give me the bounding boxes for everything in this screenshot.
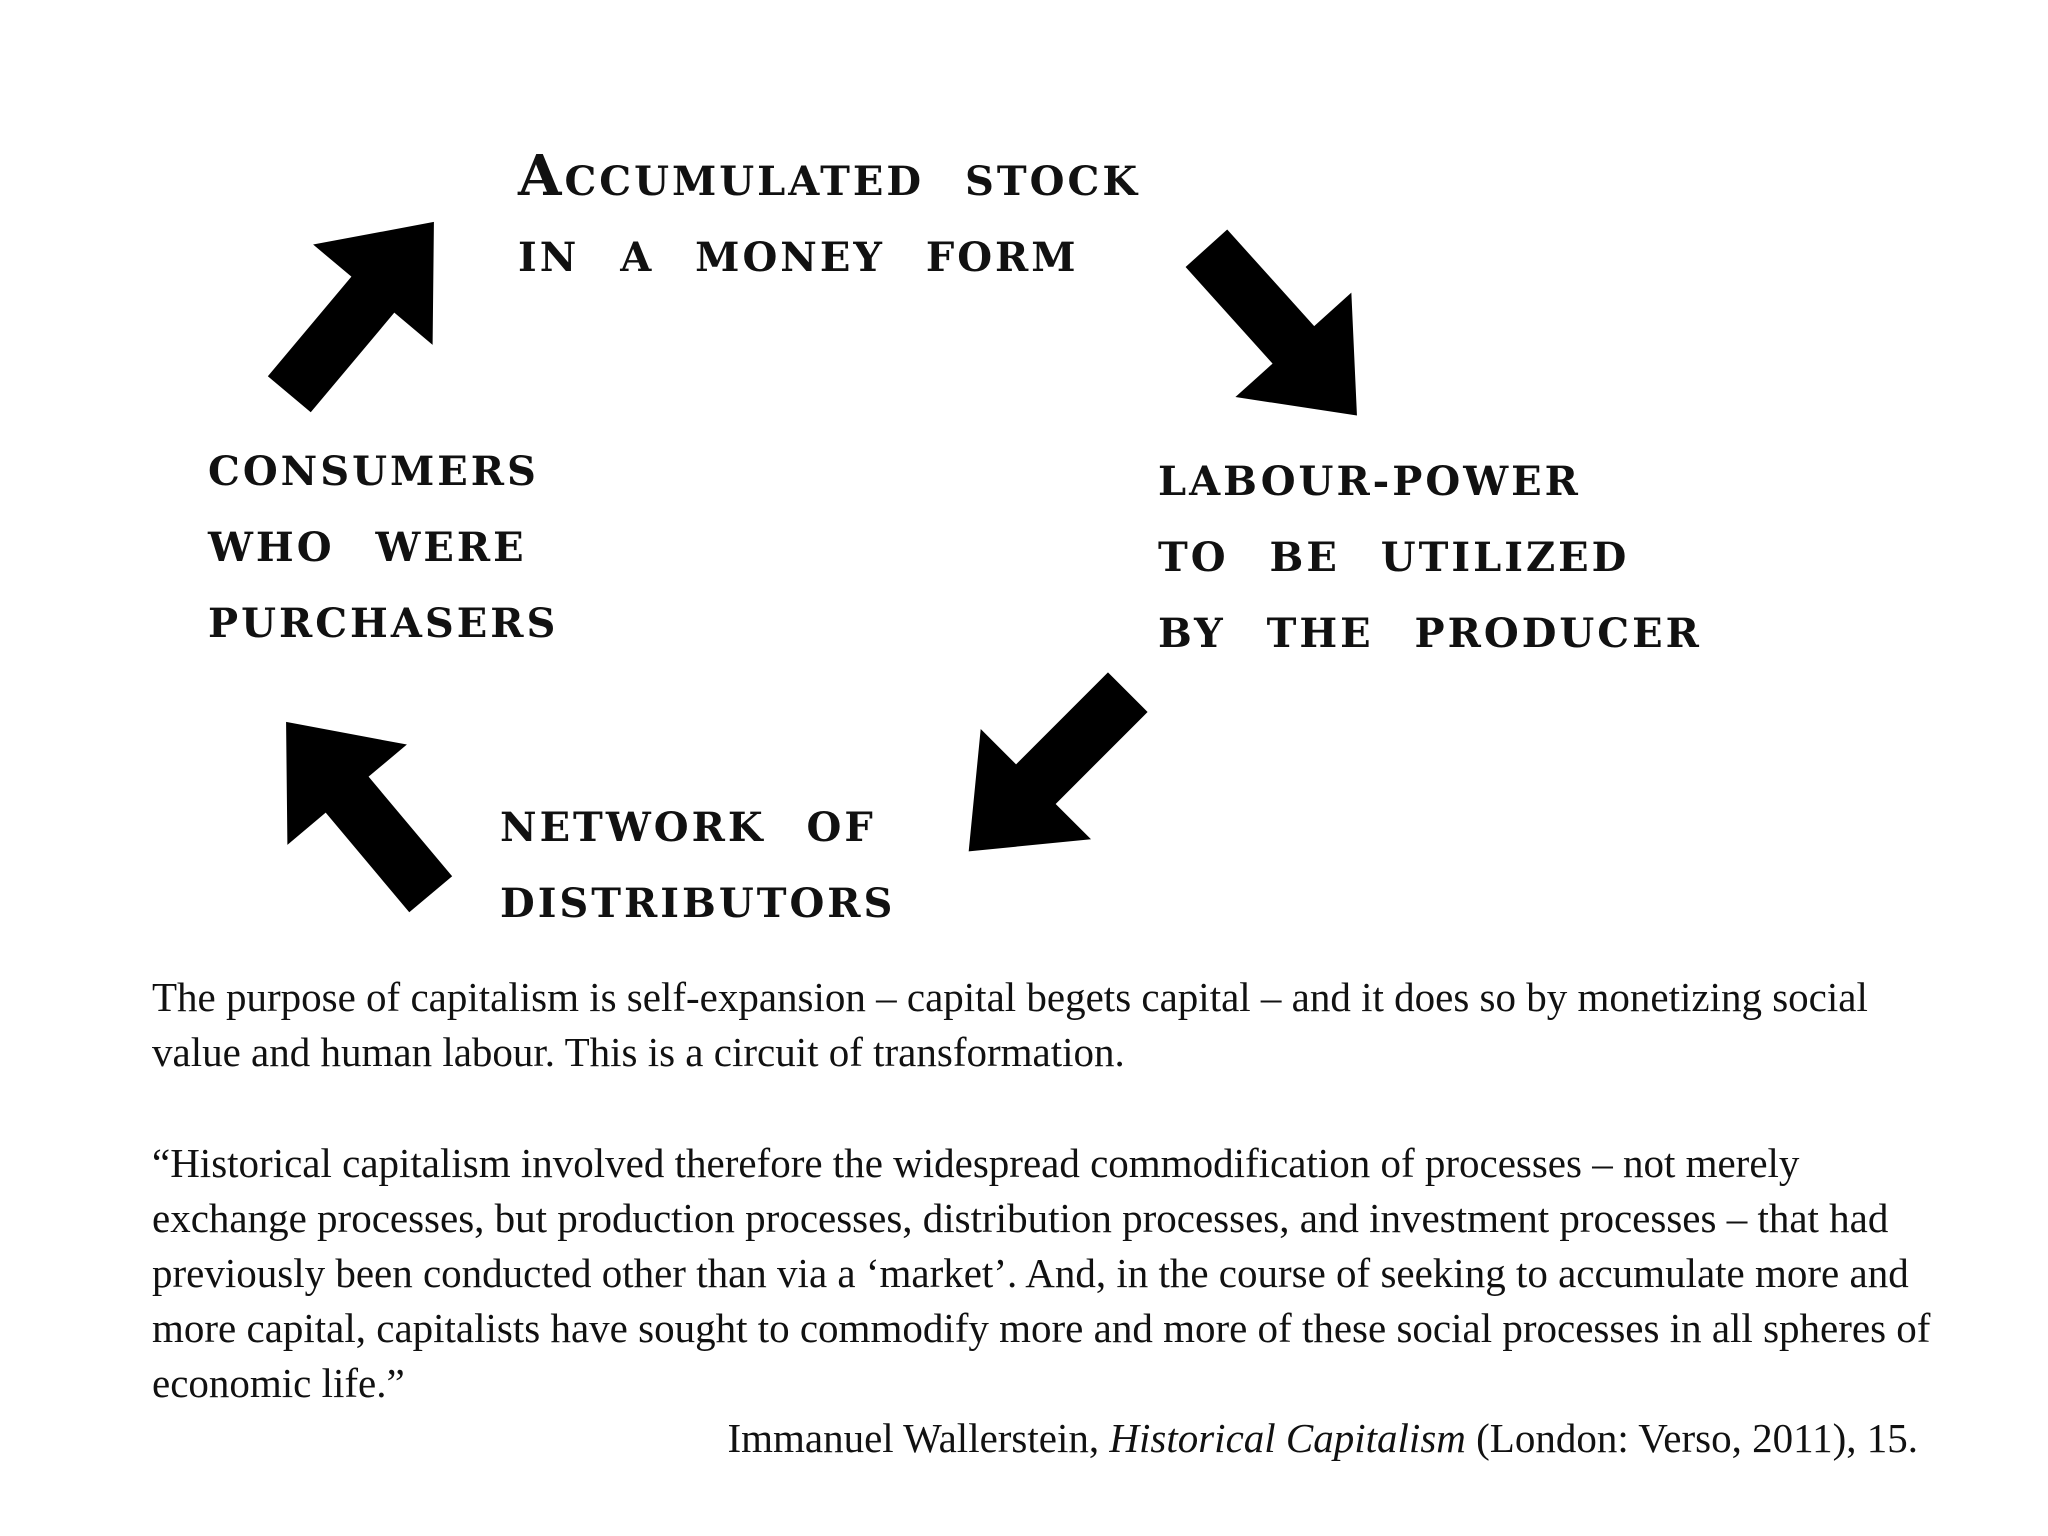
- citation-author: Immanuel Wallerstein,: [727, 1415, 1110, 1461]
- node-labour-line-1: LABOUR-POWER: [1158, 458, 1581, 505]
- node-consumers-purchasers: [208, 434, 558, 662]
- node-network-of-distributors: [500, 790, 895, 942]
- arrow-labour-to-network-icon: [910, 640, 1190, 900]
- arrow-network-to-consumers-icon: [230, 680, 490, 940]
- quote-paragraph: “Historical capitalism involved therefore the widespread commodification of processes – not merely exchange processes, but production processes, distribution processes, and investment processes – that had previously been conducted other than via a ‘market’. And, in the course of seeking to accumulate more and more capital, capitalists have sought to commodify more and more of these social processes in all spheres of economic life.”: [152, 1140, 1931, 1406]
- node-network-line-2: DISTRIBUTORS: [500, 880, 896, 927]
- node-stock-line-1: ACCUMULATED STOCK: [518, 143, 1141, 209]
- node-consumers-line-3: PURCHASERS: [208, 600, 559, 647]
- arrow-stock-to-labour-icon: [1140, 210, 1420, 450]
- node-consumers-line-2: WHO WERE: [208, 524, 527, 571]
- summary-paragraph: The purpose of capitalism is self-expansion – capital begets capital – and it does so by monetizing social value and human labour. This is a circuit of transformation.: [152, 974, 1868, 1075]
- node-consumers-line-1: CONSUMERS: [208, 448, 539, 495]
- citation: [727, 1411, 1918, 1466]
- node-labour-line-3: BY THE PRODUCER: [1158, 610, 1702, 657]
- citation-publication: (London: Verso, 2011), 15.: [1465, 1415, 1918, 1461]
- arrow-consumers-to-stock-icon: [230, 180, 490, 440]
- node-labour-power: [1158, 444, 1702, 672]
- node-network-line-1: NETWORK OF: [500, 804, 876, 851]
- citation-title: Historical Capitalism: [1109, 1415, 1466, 1461]
- node-stock-line-2: IN A MONEY FORM: [518, 234, 1079, 281]
- node-labour-line-2: TO BE UTILIZED: [1158, 534, 1630, 581]
- node-accumulated-stock: [518, 138, 1140, 296]
